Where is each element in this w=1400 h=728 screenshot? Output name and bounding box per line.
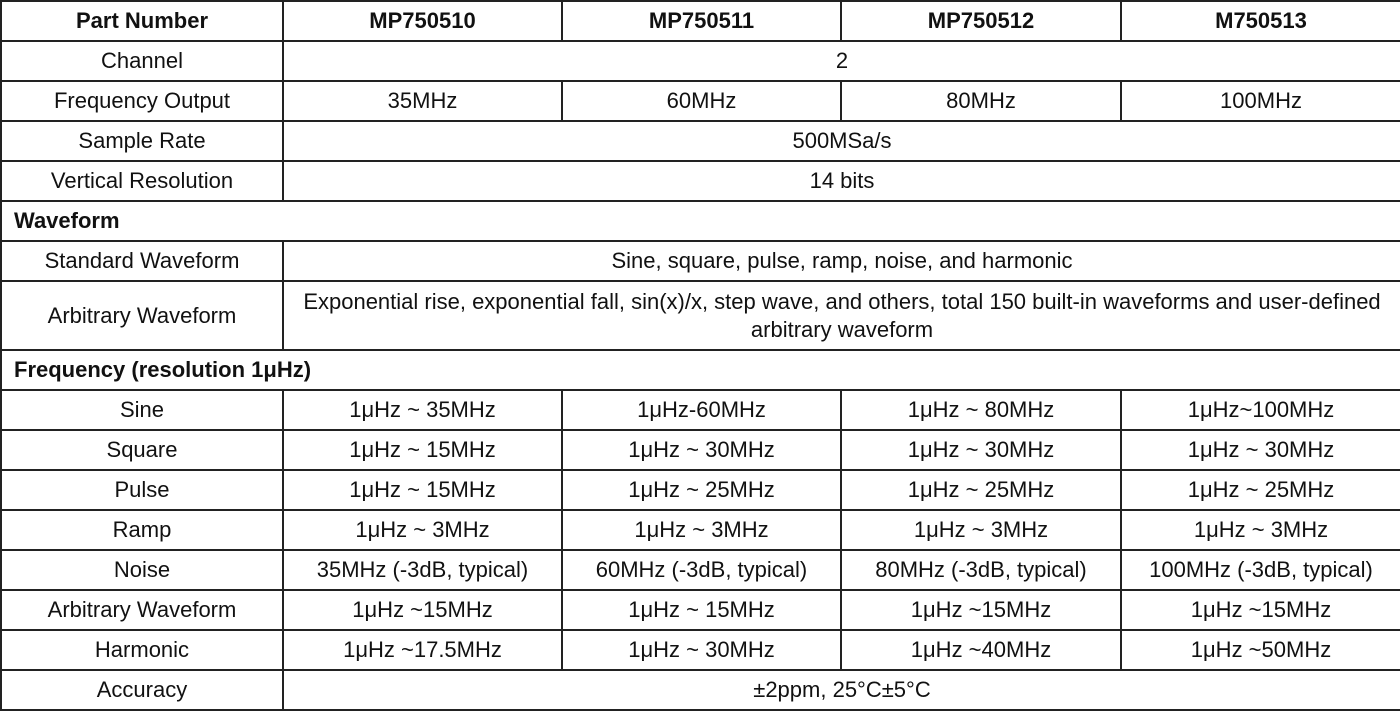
row-value: 1μHz ~ 25MHz [1121, 470, 1400, 510]
row-value: 1μHz ~ 15MHz [283, 470, 562, 510]
row-value: 1μHz ~15MHz [841, 590, 1121, 630]
model-header: MP750510 [283, 1, 562, 41]
section-row [1, 201, 1400, 241]
row-value: 1μHz ~ 30MHz [841, 430, 1121, 470]
row-value: 1μHz ~ 25MHz [841, 470, 1121, 510]
row-value: 1μHz ~15MHz [283, 590, 562, 630]
row-value: 1μHz ~ 15MHz [562, 590, 841, 630]
table-row [1, 630, 1400, 670]
row-label: Square [1, 430, 283, 470]
row-value: 2 [283, 41, 1400, 81]
row-value: 1μHz ~15MHz [1121, 590, 1400, 630]
model-header: MP750511 [562, 1, 841, 41]
model-header: MP750512 [841, 1, 1121, 41]
table-row [1, 161, 1400, 201]
row-value: 1μHz~100MHz [1121, 390, 1400, 430]
row-value: 1μHz ~ 15MHz [283, 430, 562, 470]
header-row [1, 1, 1400, 41]
row-label: Arbitrary Waveform [1, 590, 283, 630]
row-label: Arbitrary Waveform [1, 281, 283, 350]
row-label: Accuracy [1, 670, 283, 710]
row-label: Pulse [1, 470, 283, 510]
table-row [1, 81, 1400, 121]
row-value: 1μHz ~ 30MHz [562, 430, 841, 470]
row-value: 1μHz ~ 80MHz [841, 390, 1121, 430]
row-value: 100MHz [1121, 81, 1400, 121]
row-label: Harmonic [1, 630, 283, 670]
row-value: 1μHz-60MHz [562, 390, 841, 430]
table-row [1, 510, 1400, 550]
row-value: 80MHz [841, 81, 1121, 121]
section-row [1, 350, 1400, 390]
row-value: 1μHz ~ 3MHz [283, 510, 562, 550]
row-value: 60MHz (-3dB, typical) [562, 550, 841, 590]
row-value: Exponential rise, exponential fall, sin(x)/x, step wave, and others, total 150 built-in waveforms and user-defined arbitrary waveform [283, 281, 1400, 350]
table-row [1, 281, 1400, 350]
table-row [1, 470, 1400, 510]
row-value: 60MHz [562, 81, 841, 121]
row-value: ±2ppm, 25°C±5°C [283, 670, 1400, 710]
row-label: Standard Waveform [1, 241, 283, 281]
row-value: 500MSa/s [283, 121, 1400, 161]
table-row [1, 390, 1400, 430]
table-row [1, 41, 1400, 81]
header-label: Part Number [1, 1, 283, 41]
section-title-waveform: Waveform [1, 201, 1400, 241]
row-value: 80MHz (-3dB, typical) [841, 550, 1121, 590]
row-value: 35MHz [283, 81, 562, 121]
table-row [1, 241, 1400, 281]
row-value: 1μHz ~ 35MHz [283, 390, 562, 430]
row-label: Sample Rate [1, 121, 283, 161]
table-row [1, 670, 1400, 710]
model-header: M750513 [1121, 1, 1400, 41]
row-value: 1μHz ~50MHz [1121, 630, 1400, 670]
row-value: 1μHz ~ 25MHz [562, 470, 841, 510]
table-row [1, 430, 1400, 470]
row-value: 1μHz ~ 30MHz [562, 630, 841, 670]
row-value: 100MHz (-3dB, typical) [1121, 550, 1400, 590]
row-label: Vertical Resolution [1, 161, 283, 201]
row-value: 1μHz ~ 3MHz [562, 510, 841, 550]
row-label: Noise [1, 550, 283, 590]
row-value: Sine, square, pulse, ramp, noise, and harmonic [283, 241, 1400, 281]
row-value: 1μHz ~ 3MHz [1121, 510, 1400, 550]
row-value: 1μHz ~40MHz [841, 630, 1121, 670]
row-label: Frequency Output [1, 81, 283, 121]
row-value: 1μHz ~ 30MHz [1121, 430, 1400, 470]
row-value: 14 bits [283, 161, 1400, 201]
row-value: 1μHz ~17.5MHz [283, 630, 562, 670]
table-row [1, 550, 1400, 590]
row-value: 1μHz ~ 3MHz [841, 510, 1121, 550]
row-label: Ramp [1, 510, 283, 550]
table-row [1, 590, 1400, 630]
row-label: Channel [1, 41, 283, 81]
row-label: Sine [1, 390, 283, 430]
row-value: 35MHz (-3dB, typical) [283, 550, 562, 590]
table-row [1, 121, 1400, 161]
section-title-frequency: Frequency (resolution 1μHz) [1, 350, 1400, 390]
